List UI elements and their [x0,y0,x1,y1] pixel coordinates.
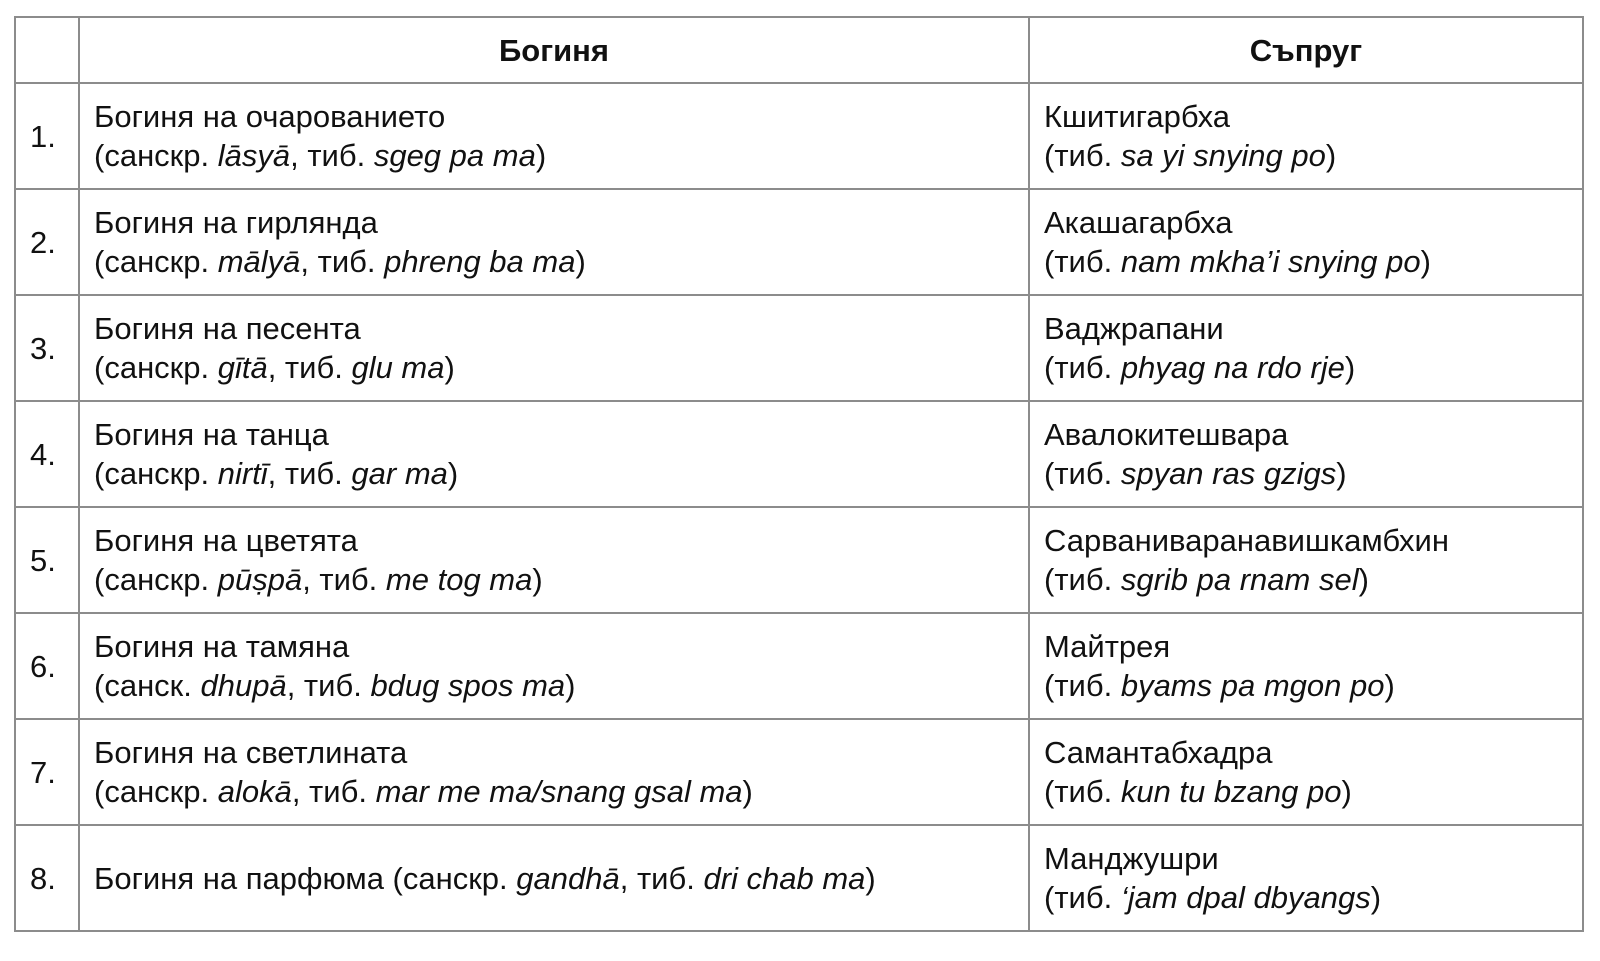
header-number [15,17,79,83]
consort-name: Сарваниваранавишкамбхин [1044,523,1449,558]
suffix-text: ) [444,350,455,385]
suffix-text: ) [1420,244,1431,279]
prefix-text: (санскр. [383,860,517,896]
consort-cell [1029,189,1583,295]
tibetan-name: bdug spos ma [370,668,566,703]
tibetan-name: byams pa mgon po [1120,668,1385,703]
tibetan-name: glu ma [351,350,445,385]
row-number: 3. [15,295,79,401]
tibetan-name: phyag na rdo rje [1120,350,1345,385]
tibetan-name: spyan ras gzigs [1120,456,1337,491]
table-row [15,613,1583,719]
goddess-cell [79,613,1029,719]
tibetan-name: kun tu bzang po [1120,774,1342,809]
row-number: 2. [15,189,79,295]
separator-text: , тиб. [300,244,385,279]
consort-cell [1029,825,1583,931]
suffix-text: ) [1344,350,1356,385]
tibetan-name: dri chab ma [703,860,866,896]
goddess-name: Богиня на очарованието [94,99,446,134]
suffix-text: ) [565,668,576,703]
sanskrit-name: lāsyā [217,138,291,173]
goddess-name: Богиня на гирлянда [94,205,378,240]
consort-name: Ваджрапани [1044,311,1224,346]
prefix-text: (санскр. [94,350,218,385]
separator-text: , тиб. [290,138,374,173]
separator-text: , тиб. [302,562,386,597]
goddess-cell [79,295,1029,401]
separator-text: , тиб. [267,350,352,385]
suffix-text: ) [1358,562,1369,597]
consort-name: Манджушри [1044,841,1219,876]
prefix-text: (тиб. [1044,880,1121,915]
table-body [15,83,1583,931]
tibetan-name: gar ma [351,456,448,491]
table-header-row [15,17,1583,83]
goddess-names-line [384,861,876,896]
goddess-name: Богиня на цветята [94,523,358,558]
consort-cell [1029,719,1583,825]
sanskrit-name: pūṣpā [217,562,303,597]
goddess-names-line [94,136,1014,175]
prefix-text: (санск. [94,668,201,703]
separator-text: , тиб. [291,774,376,809]
goddess-cell [79,401,1029,507]
consort-names-line [1044,454,1568,493]
row-number: 8. [15,825,79,931]
goddess-cell [79,507,1029,613]
suffix-text: ) [575,244,586,279]
prefix-text: (тиб. [1044,456,1121,491]
prefix-text: (санскр. [94,138,218,173]
separator-text: , тиб. [286,668,371,703]
sanskrit-name: gītā [217,350,268,385]
row-number: 6. [15,613,79,719]
prefix-text: (тиб. [1044,774,1121,809]
goddess-name: Богиня на тамяна [94,629,350,664]
goddess-names-line [94,348,1014,387]
suffix-text: ) [1370,880,1382,915]
suffix-text: ) [447,456,459,491]
sanskrit-name: dhupā [200,668,287,703]
consort-names-line [1044,136,1568,175]
prefix-text: (тиб. [1044,562,1121,597]
consort-names-line [1044,666,1568,705]
tibetan-name: phreng ba ma [384,244,576,279]
tibetan-name: mar me ma/snang gsal ma [375,774,743,809]
sanskrit-name: gandhā [516,860,620,896]
goddess-names-line [94,772,1014,811]
prefix-text: (санскр. [94,774,218,809]
goddess-cell [79,83,1029,189]
consort-cell [1029,401,1583,507]
goddess-names-line [94,560,1014,599]
row-number: 1. [15,83,79,189]
table-row [15,83,1583,189]
tibetan-name: sgrib pa rnam sel [1120,562,1359,597]
sanskrit-name: alokā [217,774,292,809]
goddess-names-line [94,242,1014,281]
goddess-cell [79,719,1029,825]
prefix-text: (тиб. [1044,244,1121,279]
suffix-text: ) [742,774,753,809]
suffix-text: ) [865,860,876,896]
goddess-cell [79,189,1029,295]
table-row [15,719,1583,825]
prefix-text: (санскр. [94,456,218,491]
separator-text: , тиб. [267,456,352,491]
consort-names-line [1044,242,1568,281]
table-row [15,825,1583,931]
row-number: 4. [15,401,79,507]
consort-names-line [1044,878,1568,917]
tibetan-name: sgeg pa ma [373,138,536,173]
tibetan-name: me tog ma [385,562,533,597]
prefix-text: (тиб. [1044,138,1121,173]
table-row [15,507,1583,613]
tibetan-name: sa yi snying po [1120,138,1326,173]
tibetan-name: ‘jam dpal dbyangs [1120,880,1371,915]
consort-cell [1029,613,1583,719]
consort-name: Майтрея [1044,629,1171,664]
goddess-consort-table [14,16,1584,932]
goddess-name: Богиня на песента [94,311,361,346]
consort-names-line [1044,772,1568,811]
consort-name: Самантабхадра [1044,735,1273,770]
prefix-text: (санскр. [94,562,218,597]
consort-names-line [1044,560,1568,599]
row-number: 7. [15,719,79,825]
goddess-name: Богиня на парфюма [94,860,384,896]
sanskrit-name: nirtī [217,456,268,491]
goddess-name: Богиня на танца [94,417,329,452]
suffix-text: ) [1336,456,1347,491]
suffix-text: ) [1341,774,1352,809]
table-row [15,295,1583,401]
suffix-text: ) [532,562,543,597]
goddess-name: Богиня на светлината [94,735,408,770]
consort-name: Авалокитешвара [1044,417,1289,452]
goddess-names-line [94,454,1014,493]
consort-name: Кшитигарбха [1044,99,1230,134]
row-number: 5. [15,507,79,613]
consort-cell [1029,83,1583,189]
prefix-text: (тиб. [1044,668,1121,703]
consort-names-line [1044,348,1568,387]
prefix-text: (санскр. [94,244,218,279]
sanskrit-name: mālyā [217,244,301,279]
prefix-text: (тиб. [1044,350,1121,385]
table-row [15,401,1583,507]
tibetan-name: nam mkha’i snying po [1120,244,1421,279]
suffix-text: ) [1384,668,1395,703]
table-row [15,189,1583,295]
suffix-text: ) [1325,138,1337,173]
suffix-text: ) [535,138,547,173]
separator-text: , тиб. [619,860,704,896]
header-consort: Съпруг [1029,17,1583,83]
header-goddess: Богиня [79,17,1029,83]
goddess-names-line [94,666,1014,705]
goddess-cell [79,825,1029,931]
consort-name: Акашагарбха [1044,205,1233,240]
consort-cell [1029,295,1583,401]
consort-cell [1029,507,1583,613]
